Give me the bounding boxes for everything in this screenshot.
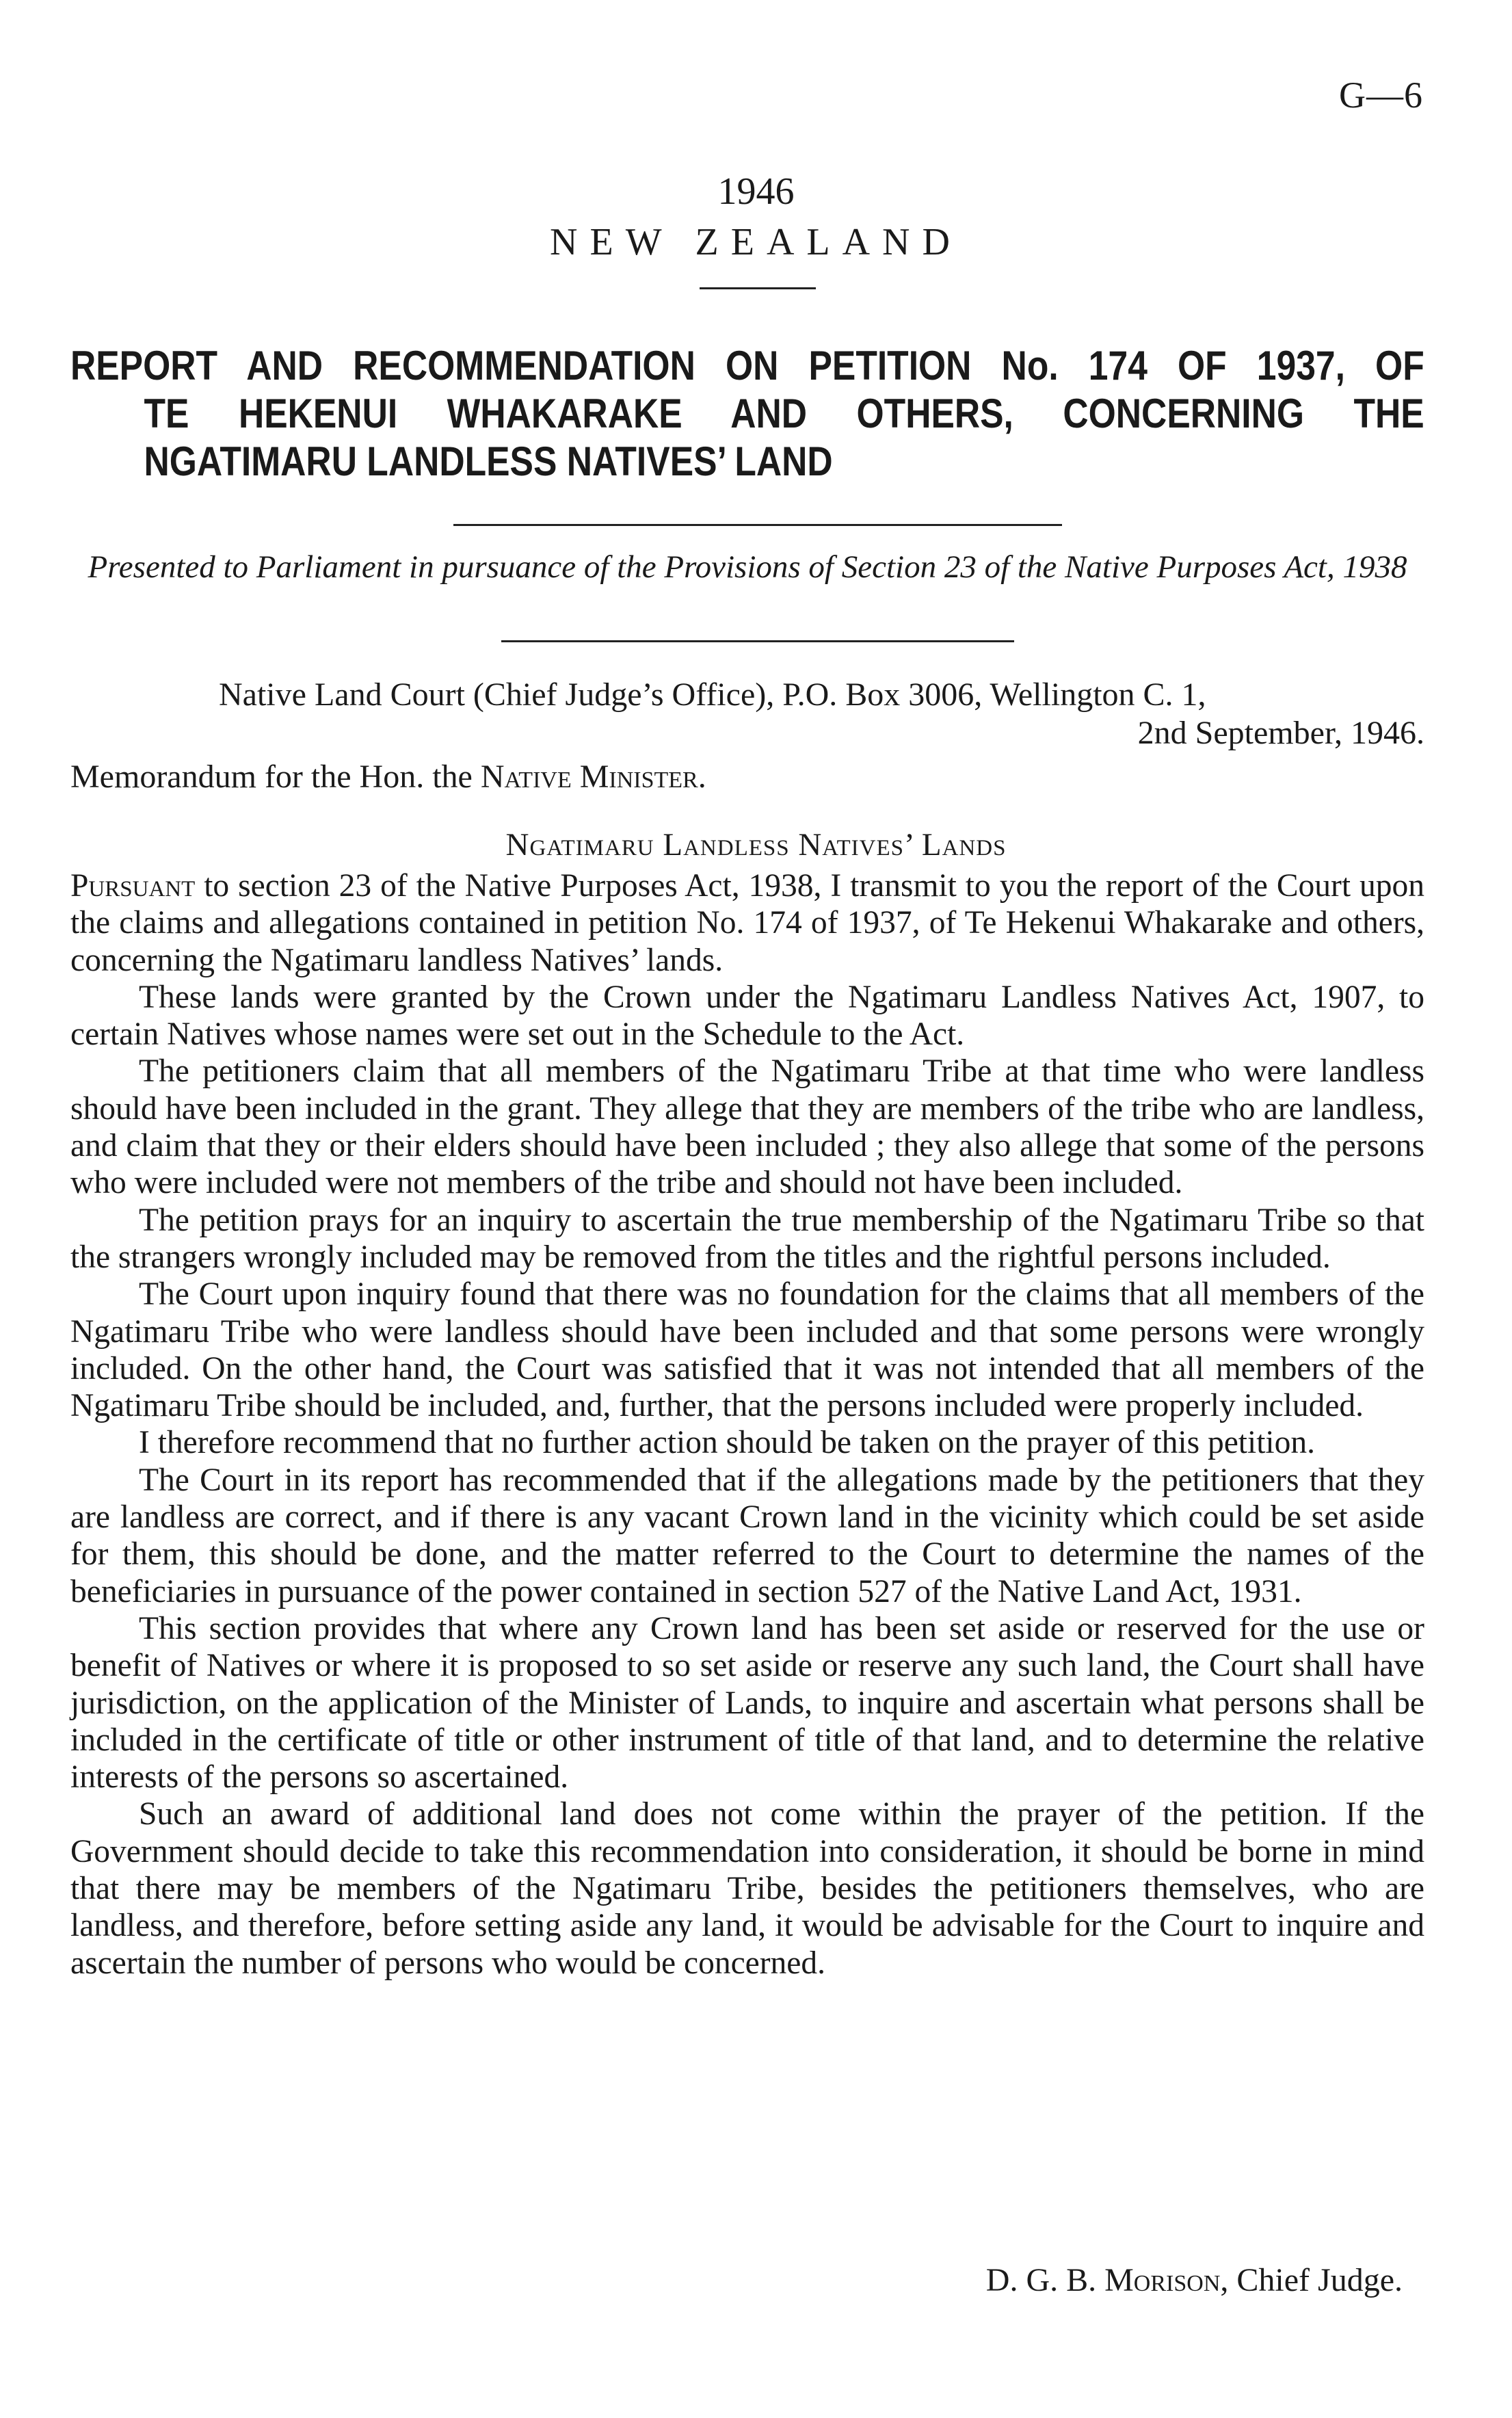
parliamentary-paper-reference: G—6 (1339, 75, 1423, 116)
paragraph-9: Such an award of additional land does not come within the prayer of the petition. If the Government should decide to take this recommendation into consideration, it should be borne in mind that there may be members of the Ngatimaru Tribe, besides the petitioners themselves, who are landless, and therefore, before setting aside any land, it would be advisable for the Court to inquire and ascertain the number of persons who would be concerned. (70, 1796, 1424, 1981)
section-heading: Ngatimaru Landless Natives’ Lands (505, 827, 1007, 863)
signatory-role: , Chief Judge. (1220, 2262, 1403, 2298)
title-line-1: REPORT AND RECOMMENDATION ON PETITION No. 174 OF 1937, OF (70, 343, 1424, 389)
paragraph-1-lead: Pursuant (70, 868, 196, 904)
office-address: Native Land Court (Chief Judge’s Office), P.O. Box 3006, Wellington C. 1, (219, 676, 1206, 713)
country-heading: NEW ZEALAND (550, 221, 962, 263)
memo-prefix: Memorandum for the Hon. the (70, 759, 481, 795)
title-line-3: NGATIMARU LANDLESS NATIVES’ LAND (144, 438, 833, 484)
paragraph-1-text: to section 23 of the Native Purposes Act, 1938, I transmit to you the report of the Court upon the claims and allegations contained in petition No. 174 of 1937, of Te Hekenui Whakarake and others, concerning the Ngatimaru landless Natives’ lands. (70, 868, 1424, 978)
memo-addressee: Native Minister. (480, 759, 706, 795)
signature-line (986, 2261, 1403, 2299)
memorandum-body (70, 867, 1424, 1982)
letter-date: 2nd September, 1946. (1137, 715, 1424, 751)
paragraph-1 (70, 867, 1424, 979)
paragraph-8: This section provides that where any Crown land has been set aside or reserved for the use or benefit of Natives or where it is proposed to so set aside or reserve any such land, the Court shall have jurisdiction, on the application of the Minister of Lands, to inquire and ascertain what persons shall be included in the certificate of title or other instrument of title of that land, and to determine the relative interests of the persons so ascertained. (70, 1610, 1424, 1796)
paragraph-3: The petitioners claim that all members of the Ngatimaru Tribe at that time who were landless should have been included in the grant. They allege that they are members of the tribe who are landless, and claim that they or their elders should have been included ; they also allege that some of the persons who were included were not members of the tribe and should not have been included. (70, 1053, 1424, 1201)
paragraph-5: The Court upon inquiry found that there was no foundation for the claims that all members of the Ngatimaru Tribe who were landless should have been included and that some persons were wrongly included. On the other hand, the Court was satisfied that it was not intended that all members of the Ngatimaru Tribe should be included, and, further, that the persons included were properly included. (70, 1276, 1424, 1424)
signatory-name: D. G. B. Morison (985, 2262, 1221, 2298)
report-title (70, 342, 1424, 486)
divider-rule-presented (501, 640, 1014, 642)
paragraph-4: The petition prays for an inquiry to ascertain the true membership of the Ngatimaru Tribe so that the strangers wrongly included may be removed from the titles and the rightful persons included. (70, 1202, 1424, 1275)
paragraph-7: The Court in its report has recommended that if the allegations made by the petitioners that they are landless are correct, and if there is any vacant Crown land in the vicinity which could be set aside for them, this should be done, and the matter referred to the Court to determine the names of the beneficiaries in pursuance of the power contained in section 527 of the Native Land Act, 1931. (70, 1462, 1424, 1609)
paragraph-6: I therefore recommend that no further action should be taken on the prayer of this petition. (139, 1425, 1315, 1461)
divider-rule-top (700, 287, 816, 289)
paragraph-2: These lands were granted by the Crown under the Ngatimaru Landless Natives Act, 1907, to certain Natives whose names were set out in the Schedule to the Act. (70, 979, 1424, 1053)
title-line-2: TE HEKENUI WHAKARAKE AND OTHERS, CONCERNING THE (144, 391, 1424, 436)
year: 1946 (717, 170, 795, 213)
divider-rule-title (453, 524, 1062, 526)
memorandum-line (70, 758, 706, 796)
presented-to-parliament-note: Presented to Parliament in pursuance of the Provisions of Section 23 of the Native Purposes Act, 1938 (88, 549, 1407, 585)
